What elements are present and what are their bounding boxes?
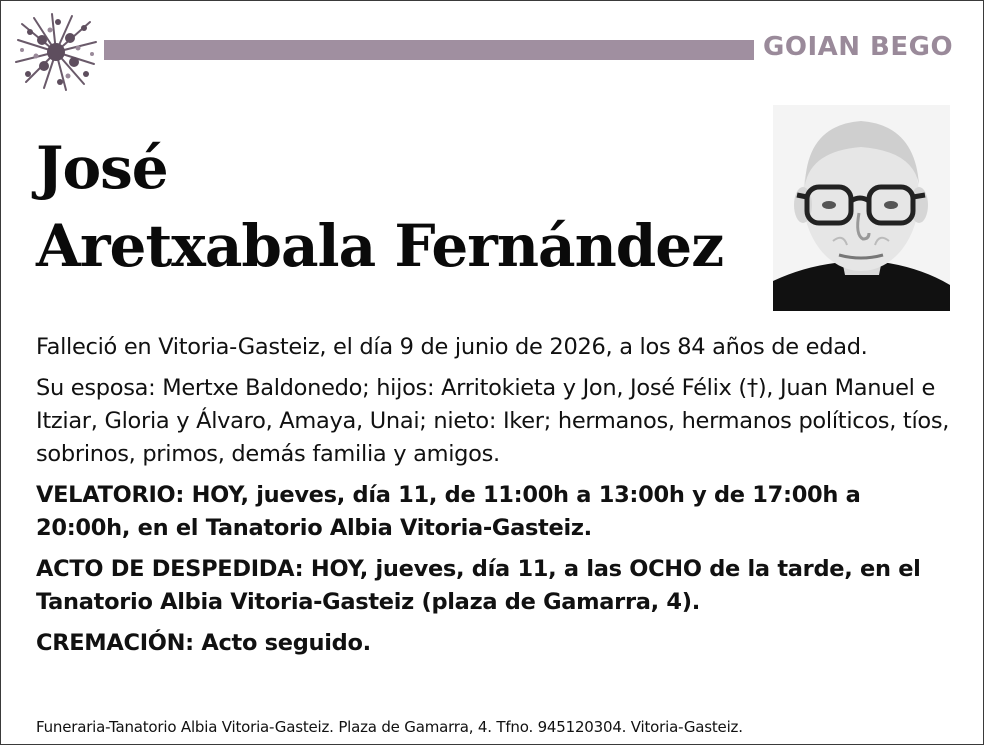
deceased-name (36, 129, 776, 285)
portrait-photo (773, 105, 950, 311)
first-name: José (36, 134, 168, 202)
header-bar (104, 40, 754, 60)
cremation-paragraph: CREMACIÓN: Acto seguido. (36, 630, 371, 656)
family-paragraph: Su esposa: Mertxe Baldonedo; hijos: Arritokieta y Jon, José Félix (†), Juan Manuel e Itziar, Gloria y Álvaro, Amaya, Unai; nieto: Iker; hermanos, hermanos políticos, tíos, sobrinos, primos, demás familia y amigos. (36, 375, 950, 467)
death-paragraph: Falleció en Vitoria-Gasteiz, el día 9 de junio de 2026, a los 84 años de edad. (36, 334, 868, 360)
header-label: GOIAN BEGO (763, 32, 954, 62)
flower-icon (14, 12, 98, 92)
obituary-body (36, 331, 956, 668)
wake-paragraph: VELATORIO: HOY, jueves, día 11, de 11:00h a 13:00h y de 17:00h a 20:00h, en el Tanatorio Albia Vitoria-Gasteiz. (36, 482, 861, 541)
funeral-home-footer: Funeraria-Tanatorio Albia Vitoria-Gasteiz. Plaza de Gamarra, 4. Tfno. 945120304. Vitoria-Gasteiz. (36, 718, 743, 736)
farewell-paragraph: ACTO DE DESPEDIDA: HOY, jueves, día 11, a las OCHO de la tarde, en el Tanatorio Albia Vitoria-Gasteiz (plaza de Gamarra, 4). (36, 556, 921, 615)
surnames: Aretxabala Fernández (36, 212, 724, 280)
